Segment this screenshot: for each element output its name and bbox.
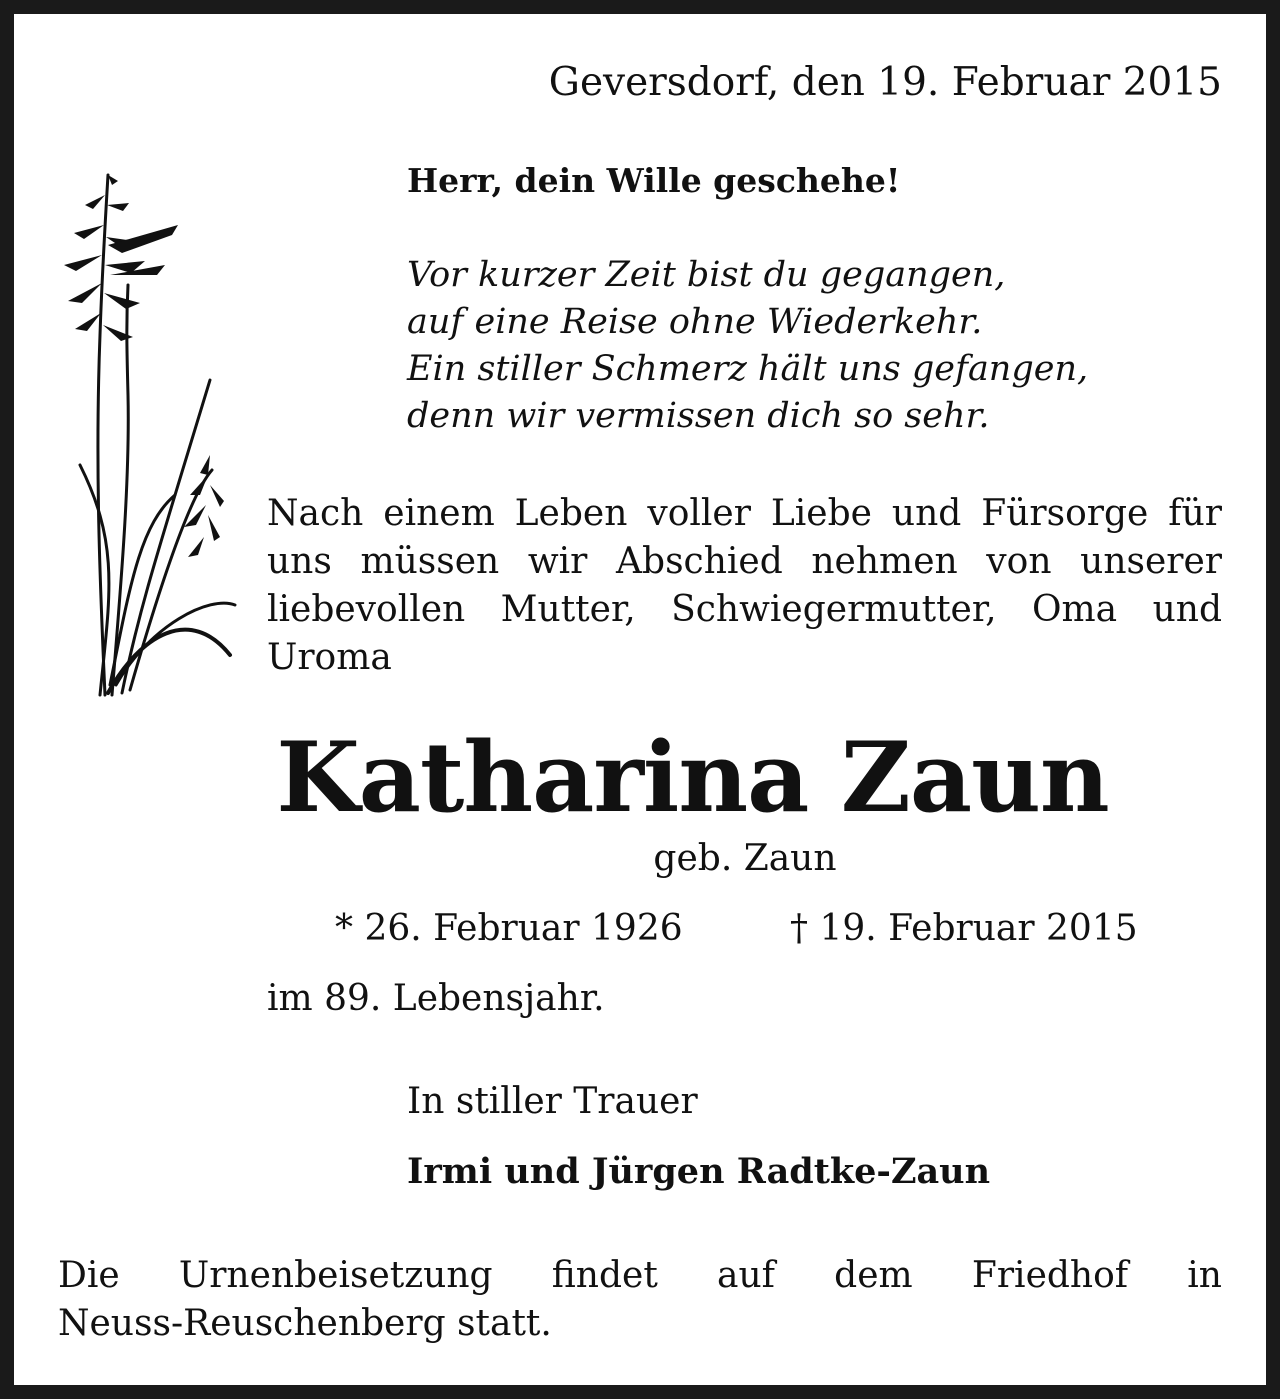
grass-illustration-icon — [50, 165, 240, 700]
mourning-phrase: In stiller Trauer — [407, 1081, 698, 1122]
deceased-name: Katharina Zaun — [276, 721, 1109, 834]
funeral-line: Neuss-Reuschenberg statt. — [58, 1303, 552, 1344]
family-names: Irmi und Jürgen Radtke-Zaun — [407, 1151, 991, 1192]
motto: Herr, dein Wille geschehe! — [407, 161, 901, 200]
funeral-info — [58, 1252, 1222, 1348]
poem-line: denn wir vermissen dich so sehr. — [407, 396, 990, 436]
death-date: † 19. Februar 2015 — [790, 908, 1138, 949]
intro-text: Nach einem Leben voller Liebe und Fürsorge für uns müssen wir Abschied nehmen von unserer liebevollen Mutter, Schwiegermutter, Oma und Uroma — [267, 493, 1222, 678]
age-text: im 89. Lebensjahr. — [267, 978, 605, 1019]
funeral-line: Die Urnenbeisetzung findet auf dem Friedhof in — [58, 1255, 1222, 1296]
poem-line: Ein stiller Schmerz hält uns gefangen, — [407, 349, 1089, 389]
place-date: Geversdorf, den 19. Februar 2015 — [548, 60, 1222, 105]
birth-name: geb. Zaun — [653, 838, 837, 879]
poem-line: auf eine Reise ohne Wiederkehr. — [407, 302, 983, 342]
birth-date: * 26. Februar 1926 — [335, 908, 683, 949]
poem-line: Vor kurzer Zeit bist du gegangen, — [407, 255, 1006, 295]
poem — [407, 252, 1088, 440]
